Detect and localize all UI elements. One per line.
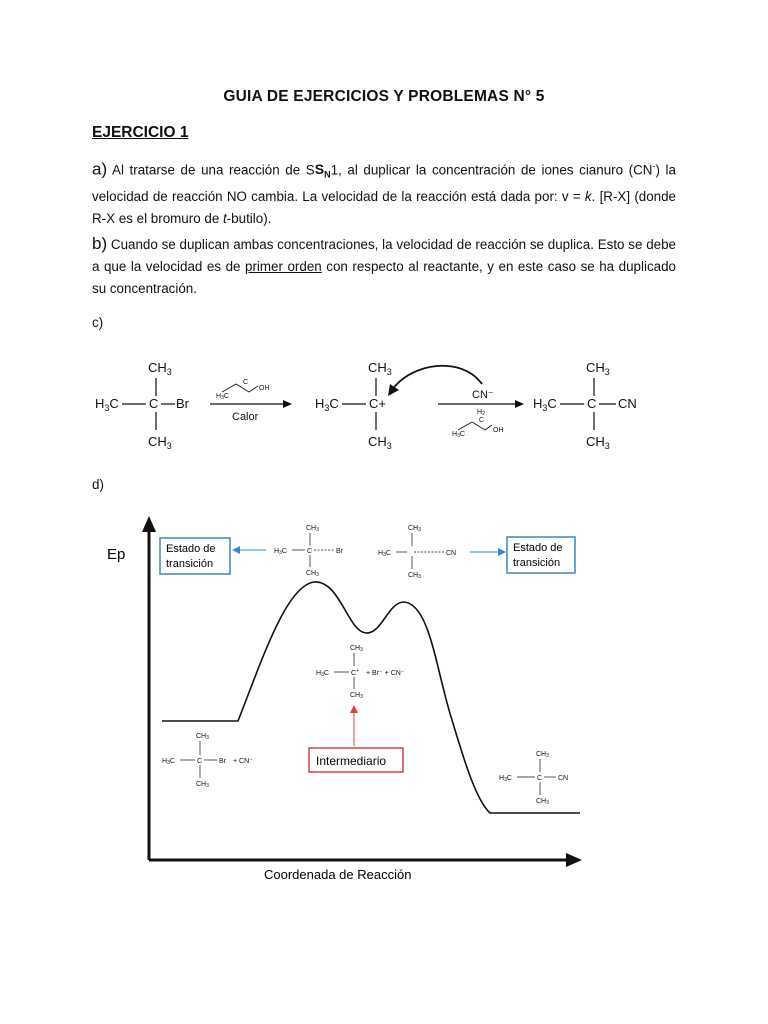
page-title: GUIA DE EJERCICIOS Y PROBLEMAS N° 5 bbox=[223, 88, 545, 105]
svg-text:C: C bbox=[537, 775, 543, 782]
part-d-letter: d) bbox=[92, 477, 104, 492]
svg-text:CH3: $CH_3$ bbox=[148, 360, 172, 377]
part-a-text-1: Al tratarse de una reacción de S bbox=[107, 162, 315, 178]
ts2-molecule bbox=[378, 525, 456, 580]
svg-text:Br: Br bbox=[219, 758, 226, 765]
svg-text:OH: OH bbox=[259, 385, 270, 392]
svg-text:C: C bbox=[197, 758, 203, 765]
svg-text:H3C: H3C bbox=[162, 758, 175, 766]
ts-right-line1: Estado de bbox=[513, 542, 563, 554]
svg-text:CH3: CH3 bbox=[350, 692, 363, 700]
reactant-molecule bbox=[95, 360, 190, 451]
paragraph-a bbox=[92, 155, 676, 230]
svg-text:H3C: H3C bbox=[378, 550, 391, 558]
part-b-text-1: Cuando se duplican ambas concentraciones, la velocidad de reacción se duplica. Esto se debe a que la velocidad es de bbox=[92, 237, 676, 274]
svg-text:CH3: CH3 bbox=[408, 572, 421, 580]
svg-text:CH3: $CH_3$ bbox=[368, 360, 392, 377]
part-b-letter: b) bbox=[92, 234, 108, 253]
svg-text:C+: C+ bbox=[351, 668, 359, 677]
reaction-scheme bbox=[0, 350, 768, 460]
svg-text:CH3: CH3 bbox=[196, 781, 209, 789]
intermediate-species bbox=[316, 645, 405, 700]
svg-text:H3C: H3C bbox=[216, 393, 229, 401]
svg-text:H3C: H3C bbox=[274, 548, 287, 556]
svg-text:CN: CN bbox=[446, 550, 457, 557]
svg-text:H2: H2 bbox=[477, 409, 485, 417]
svg-text:C: C bbox=[243, 379, 249, 386]
svg-text:CH3: CH3 bbox=[408, 525, 421, 533]
svg-text:+ CN⁻: + CN⁻ bbox=[233, 758, 253, 765]
part-a-sub: N bbox=[324, 170, 331, 181]
ts-right-arrow bbox=[498, 548, 506, 556]
svg-text:CN: CN bbox=[618, 396, 637, 411]
svg-text:CH3: CH3 bbox=[536, 751, 549, 759]
ts-left-arrow bbox=[232, 546, 240, 554]
svg-text:Br: Br bbox=[176, 396, 189, 411]
svg-text:H3C: H3C bbox=[499, 775, 512, 783]
svg-text:CH3: CH3 bbox=[350, 645, 363, 653]
paragraph-b bbox=[92, 233, 676, 300]
svg-text:OH: OH bbox=[493, 427, 504, 434]
svg-text:CH3: CH3 bbox=[306, 525, 319, 533]
svg-text:CH3: $CH_3$ bbox=[368, 434, 392, 451]
svg-text:C: C bbox=[307, 548, 313, 555]
part-a-k: k bbox=[584, 189, 592, 205]
ts-left-line1: Estado de bbox=[166, 543, 216, 555]
ethanol-reagent-1 bbox=[216, 379, 270, 401]
curved-attack-arrow bbox=[392, 366, 482, 390]
part-a-sn: S bbox=[314, 161, 325, 178]
svg-text:C+: C+ bbox=[369, 396, 386, 411]
part-a-text-4: . [R-X] (donde R-X es el bromuro de bbox=[92, 189, 677, 227]
ethanol-reagent-2 bbox=[452, 409, 504, 439]
svg-text:CH3: CH3 bbox=[196, 733, 209, 741]
intermediate-label: Intermediario bbox=[316, 754, 387, 768]
svg-text:CH3: CH3 bbox=[536, 798, 549, 806]
energy-curve bbox=[162, 582, 580, 813]
product-species bbox=[499, 751, 568, 806]
svg-text:CH3: $CH_3$ bbox=[586, 434, 610, 451]
reagent-2-label: CN⁻ bbox=[472, 389, 494, 401]
svg-text:C: C bbox=[149, 396, 159, 411]
part-a-text-5: -butilo). bbox=[226, 211, 272, 227]
part-b-text-2: con respecto al reactante, y en este caso se ha duplicado su concentración. bbox=[92, 259, 676, 296]
svg-text:C: C bbox=[587, 396, 597, 411]
svg-text:CN: CN bbox=[558, 775, 569, 782]
svg-text:H3C: $H_3C$ bbox=[315, 396, 339, 413]
x-axis-label: Coordenada de Reacción bbox=[264, 867, 412, 882]
svg-text:+ Br⁻ + CN⁻: + Br⁻ + CN⁻ bbox=[366, 670, 405, 677]
exercise-heading: EJERCICIO 1 bbox=[92, 124, 189, 141]
carbocation-molecule bbox=[315, 360, 392, 451]
ts1-molecule bbox=[274, 525, 344, 578]
part-b-underlined: primer orden bbox=[245, 259, 322, 274]
part-c-letter: c) bbox=[92, 315, 104, 330]
reagent-1-label: Calor bbox=[232, 411, 259, 423]
svg-text:C: C bbox=[479, 417, 485, 424]
ts-left-line2: transición bbox=[166, 558, 214, 570]
ts-right-line2: transición bbox=[513, 557, 561, 569]
part-a-text-3: ) la velocidad de reacción NO cambia. La velocidad de la reacción está dada por: v = bbox=[92, 162, 676, 205]
svg-text:Br: Br bbox=[336, 548, 343, 555]
y-axis-label: Ep bbox=[107, 546, 126, 563]
svg-text:CH3: $CH_3$ bbox=[586, 360, 610, 377]
part-a-t: t bbox=[222, 211, 227, 227]
part-a-text-2: 1, al duplicar la concentración de iones cianuro (CN bbox=[330, 162, 653, 178]
svg-text:H3C: $H_3C$ bbox=[533, 396, 557, 413]
part-a-sup: - bbox=[652, 161, 656, 171]
svg-text:H3C: $H_3C$ bbox=[95, 396, 119, 413]
svg-text:H3C: H3C bbox=[316, 670, 329, 678]
part-a-letter: a) bbox=[92, 159, 108, 179]
svg-text:CH3: CH3 bbox=[306, 570, 319, 578]
intermediate-arrow bbox=[350, 705, 358, 713]
svg-text:CH3: $CH_3$ bbox=[148, 434, 172, 451]
product-molecule bbox=[533, 360, 637, 451]
energy-diagram bbox=[0, 500, 768, 900]
svg-text:H3C: H3C bbox=[452, 431, 465, 439]
reactant-species bbox=[162, 733, 253, 789]
